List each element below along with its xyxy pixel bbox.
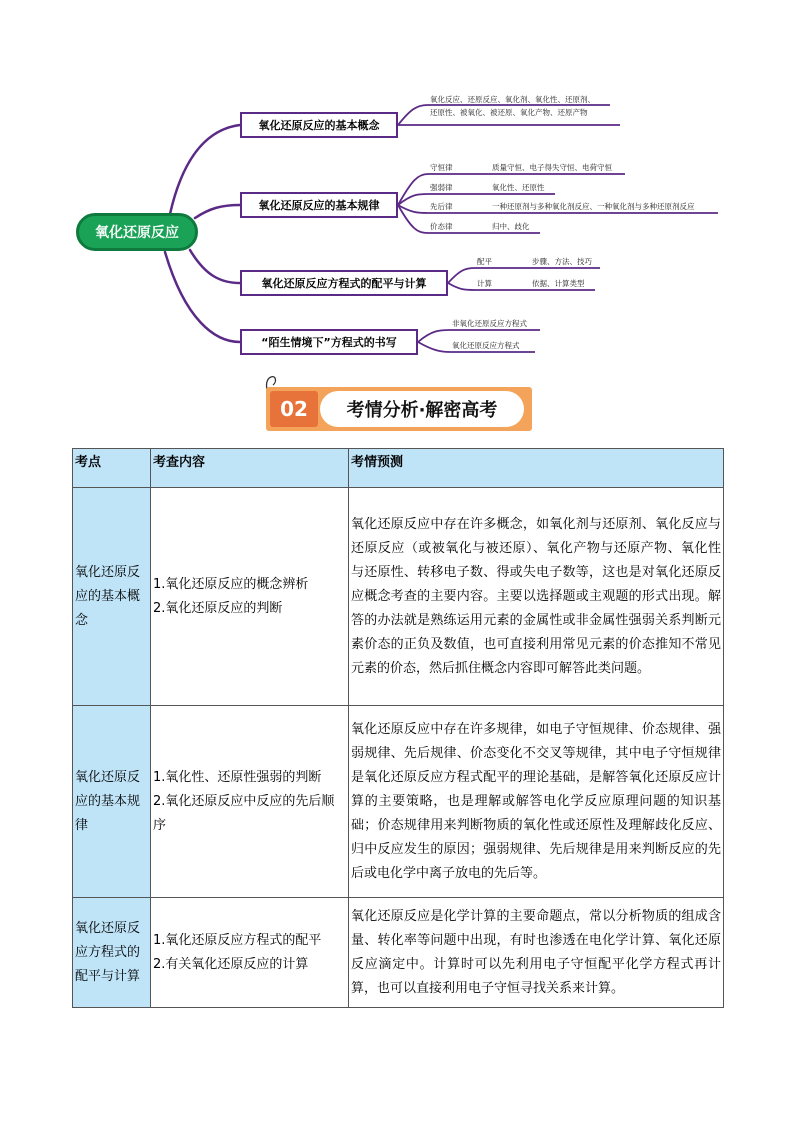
branch-unfamiliar-equations: “陌生情境下”方程式的书写 bbox=[240, 329, 418, 355]
branch-basic-concepts: 氧化还原反应的基本概念 bbox=[240, 112, 398, 138]
table-row bbox=[73, 898, 724, 1008]
mind-map-root: 氧化还原反应 bbox=[76, 213, 198, 251]
row-topic: 氧化还原反应的基本概念 bbox=[73, 488, 151, 706]
row-content bbox=[151, 706, 349, 898]
rule-desc: 依据、计算类型 bbox=[532, 279, 585, 288]
content-item: 1.氧化还原反应方程式的配平 bbox=[153, 932, 322, 948]
banner-title: 考情分析·解密高考 bbox=[320, 391, 524, 427]
table-row bbox=[73, 706, 724, 898]
row-content bbox=[151, 898, 349, 1008]
table-row bbox=[73, 488, 724, 706]
equation-leaf: 氧化还原反应方程式 bbox=[452, 341, 520, 350]
rule-name: 配平 bbox=[477, 257, 492, 266]
rule-name: 守恒律 bbox=[430, 163, 453, 172]
exam-analysis-table bbox=[72, 448, 724, 1008]
rule-name: 先后律 bbox=[430, 202, 453, 211]
row-prediction: 氧化还原反应是化学计算的主要命题点，常以分析物质的组成含量、转化率等问题中出现，有时也渗透在电化学计算、氧化还原反应滴定中。计算时可以先利用电子守恒配平化学方程式再计算，也可以直接利用电子守恒寻找关系来计算。 bbox=[349, 898, 724, 1008]
header-prediction: 考情预测 bbox=[349, 449, 724, 488]
concept-leaf: 氧化反应、还原反应、氧化剂、氧化性、还原剂、 bbox=[430, 95, 595, 104]
branch-balancing-calculation: 氧化还原反应方程式的配平与计算 bbox=[240, 270, 448, 296]
content-item: 2.氧化还原反应的判断 bbox=[153, 600, 283, 616]
header-topic: 考点 bbox=[73, 449, 151, 488]
row-prediction: 氧化还原反应中存在许多概念，如氧化剂与还原剂、氧化反应与还原反应（或被氧化与被还原）、氧化产物与还原产物、氧化性与还原性、转移电子数、得或失电子数等，这也是对氧化还原反应概念考查的主要内容。主要以选择题或主观题的形式出现。解答的办法就是熟练运用元素的金属性或非金属性强弱关系判断元素价态的正负及数值，也可直接利用常见元素的价态推知不常见元素的价态，然后抓住概念内容即可解答此类问题。 bbox=[349, 488, 724, 706]
table-header-row bbox=[73, 449, 724, 488]
rule-desc: 氧化性、还原性 bbox=[492, 183, 545, 192]
rule-name: 价态律 bbox=[430, 222, 453, 231]
rule-desc: 步骤、方法、技巧 bbox=[532, 257, 592, 266]
header-content: 考查内容 bbox=[151, 449, 349, 488]
content-item: 1.氧化性、还原性强弱的判断 bbox=[153, 769, 322, 785]
row-topic: 氧化还原反应方程式的配平与计算 bbox=[73, 898, 151, 1008]
rule-desc: 一种还原剂与多种氧化剂反应、一种氧化剂与多种还原剂反应 bbox=[492, 202, 695, 211]
rule-desc: 归中、歧化 bbox=[492, 222, 530, 231]
content-item: 2.氧化还原反应中反应的先后顺序 bbox=[153, 793, 335, 833]
branch-basic-rules: 氧化还原反应的基本规律 bbox=[240, 192, 398, 218]
section-banner bbox=[262, 373, 534, 435]
mind-map-connectors bbox=[0, 0, 794, 370]
rule-desc: 质量守恒、电子得失守恒、电荷守恒 bbox=[492, 163, 612, 172]
equation-leaf: 非氧化还原反应方程式 bbox=[452, 319, 527, 328]
row-topic: 氧化还原反应的基本规律 bbox=[73, 706, 151, 898]
content-item: 2.有关氧化还原反应的计算 bbox=[153, 956, 309, 972]
row-prediction: 氧化还原反应中存在许多规律，如电子守恒规律、价态规律、强弱规律、先后规律、价态变化不交叉等规律，其中电子守恒规律是氧化还原反应方程式配平的理论基础，是解答氧化还原反应计算的主要策略，也是理解或解答电化学反应原理问题的知识基础；价态规律用来判断物质的氧化性或还原性及理解歧化反应、归中反应发生的原因；强弱规律、先后规律是用来判断反应的先后或电化学中离子放电的先后等。 bbox=[349, 706, 724, 898]
content-item: 1.氧化还原反应的概念辨析 bbox=[153, 576, 309, 592]
row-content bbox=[151, 488, 349, 706]
rule-name: 计算 bbox=[477, 279, 492, 288]
mind-map bbox=[0, 0, 794, 370]
banner-number: 02 bbox=[270, 391, 318, 427]
concept-leaf: 还原性、被氧化、被还原、氧化产物、还原产物 bbox=[430, 108, 588, 117]
rule-name: 强弱律 bbox=[430, 183, 453, 192]
